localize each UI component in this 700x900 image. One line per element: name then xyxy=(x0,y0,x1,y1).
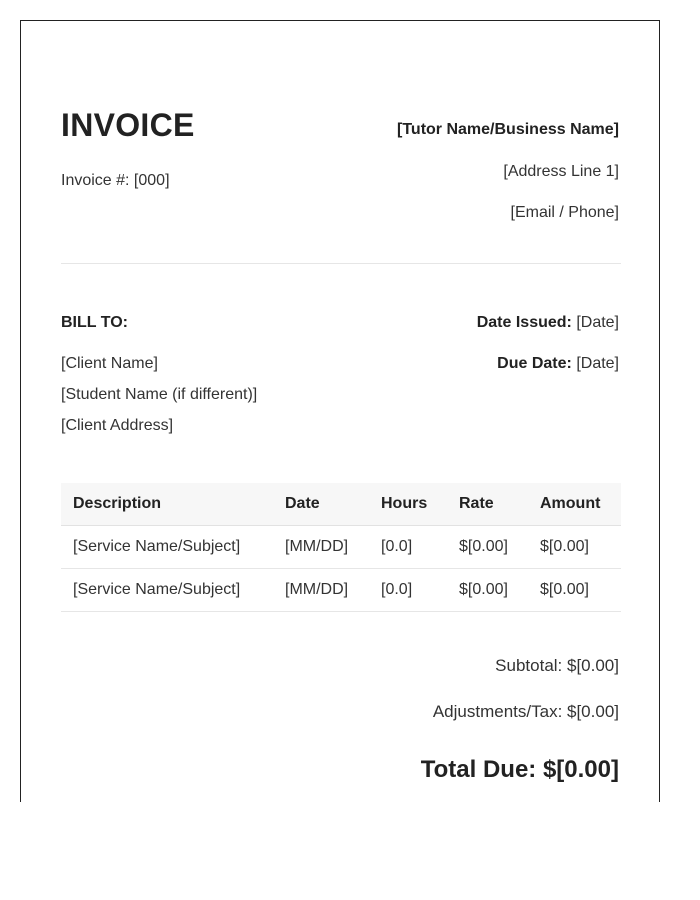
table-row xyxy=(61,526,621,569)
due-date-value: [Date] xyxy=(576,355,619,372)
column-header-hours: Hours xyxy=(369,483,447,526)
client-name: [Client Name] xyxy=(61,355,158,372)
cell-rate: $[0.00] xyxy=(447,569,528,612)
table-row xyxy=(61,569,621,612)
column-header-rate: Rate xyxy=(447,483,528,526)
header-divider xyxy=(61,263,621,264)
line-items-table xyxy=(61,483,621,612)
column-header-amount: Amount xyxy=(528,483,621,526)
business-name: [Tutor Name/Business Name] xyxy=(397,121,619,138)
cell-date: [MM/DD] xyxy=(273,569,369,612)
cell-description: [Service Name/Subject] xyxy=(61,569,273,612)
adjustments-tax: Adjustments/Tax: $[0.00] xyxy=(432,702,619,721)
subtotal: Subtotal: $[0.00] xyxy=(495,656,619,675)
business-contact: [Email / Phone] xyxy=(510,204,619,221)
student-name: [Student Name (if different)] xyxy=(61,386,258,403)
business-address: [Address Line 1] xyxy=(503,163,619,180)
cell-description: [Service Name/Subject] xyxy=(61,526,273,569)
date-issued-label: Date Issued: xyxy=(476,314,572,331)
invoice-number: Invoice #: [000] xyxy=(61,172,170,189)
date-issued-value: [Date] xyxy=(576,314,619,331)
bill-to-heading: BILL TO: xyxy=(61,314,128,331)
column-header-date: Date xyxy=(273,483,369,526)
date-issued xyxy=(477,314,619,332)
client-address: [Client Address] xyxy=(61,417,174,434)
due-date xyxy=(497,355,619,373)
cell-rate: $[0.00] xyxy=(447,526,528,569)
invoice-title: INVOICE xyxy=(61,107,195,143)
column-header-description: Description xyxy=(61,483,273,526)
table-header-row xyxy=(61,483,621,526)
cell-date: [MM/DD] xyxy=(273,526,369,569)
cell-hours: [0.0] xyxy=(369,569,447,612)
invoice-page xyxy=(20,20,660,802)
cell-amount: $[0.00] xyxy=(528,526,621,569)
due-date-label: Due Date: xyxy=(497,355,572,372)
total-due: Total Due: $[0.00] xyxy=(420,756,619,783)
cell-amount: $[0.00] xyxy=(528,569,621,612)
cell-hours: [0.0] xyxy=(369,526,447,569)
